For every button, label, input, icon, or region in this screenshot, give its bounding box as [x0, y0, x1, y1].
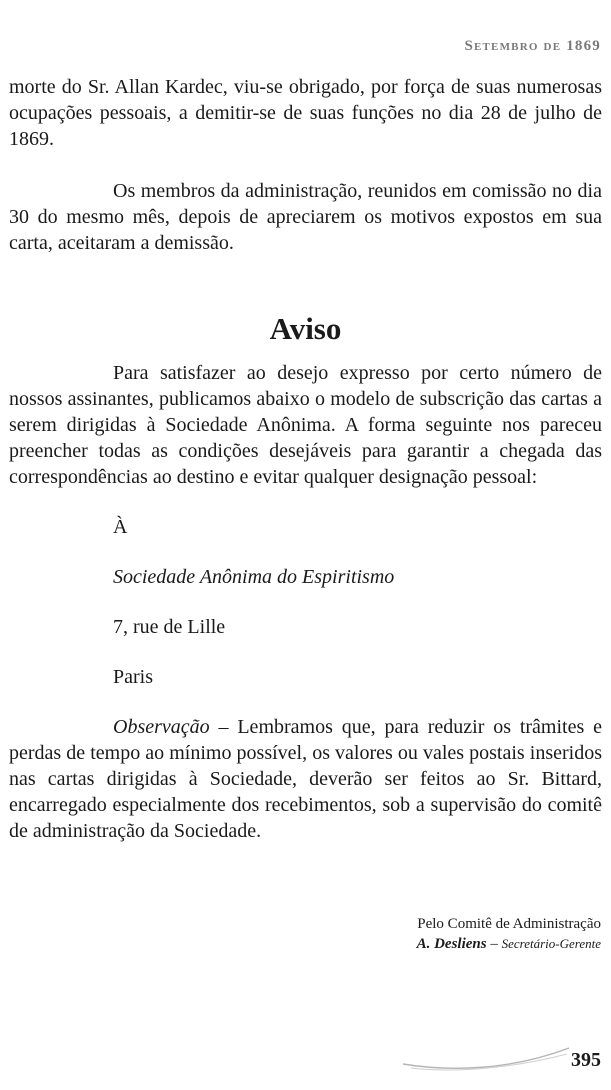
address-line-3: 7, rue de Lille — [113, 616, 226, 638]
observation-dash: – — [209, 716, 238, 738]
address-line-4: Paris — [113, 666, 153, 688]
observation-text: Lembramos que, para reduzir os trâmites e perdas de tempo ao mínimo possível, os valores ou vales postais inseridos nas cartas dirigidas à Sociedade, deverão ser feitos ao Sr. Bittard, encarregado especialmente dos recebimentos, sob a supervisão do comitê de administração da Sociedade. — [9, 716, 602, 842]
address-society-name: Sociedade Anônima do Espiritismo — [113, 566, 395, 588]
page-body — [9, 74, 602, 844]
observation-paragraph — [9, 714, 602, 844]
observation-label: Observação — [113, 716, 210, 738]
signature-block — [417, 914, 601, 954]
page-ornament-swoosh — [401, 1042, 571, 1072]
section-title: Aviso — [269, 311, 342, 346]
paragraph-2: Os membros da administração, reunidos em comissão no dia 30 do mesmo mês, depois de apreciarem os motivos expostos em sua carta, aceitaram a demissão. — [9, 180, 602, 254]
address-line-1: À — [113, 516, 128, 538]
running-header: Setembro de 1869 — [464, 38, 601, 54]
signature-name: A. Desliens — [416, 936, 487, 952]
signature-committee: Pelo Comitê de Administração — [417, 916, 601, 932]
signature-role: Secretário-Gerente — [501, 936, 601, 951]
address-line-2 — [9, 564, 602, 590]
page-number: 395 — [571, 1049, 601, 1071]
signature-dash: – — [486, 936, 502, 952]
paragraph-3: Para satisfazer ao desejo expresso por certo número de nossos assinantes, publicamos abaixo o modelo de subscrição das cartas a serem dirigidas à Sociedade Anônima. A forma seguinte nos pareceu preencher todas as condições desejáveis para garantir a chegada das correspondências ao destino e evitar qualquer designação pessoal: — [9, 362, 602, 488]
paragraph-1: morte do Sr. Allan Kardec, viu-se obrigado, por força de suas numerosas ocupações pessoais, a demitir-se de suas funções no dia 28 de julho de 1869. — [9, 76, 602, 150]
